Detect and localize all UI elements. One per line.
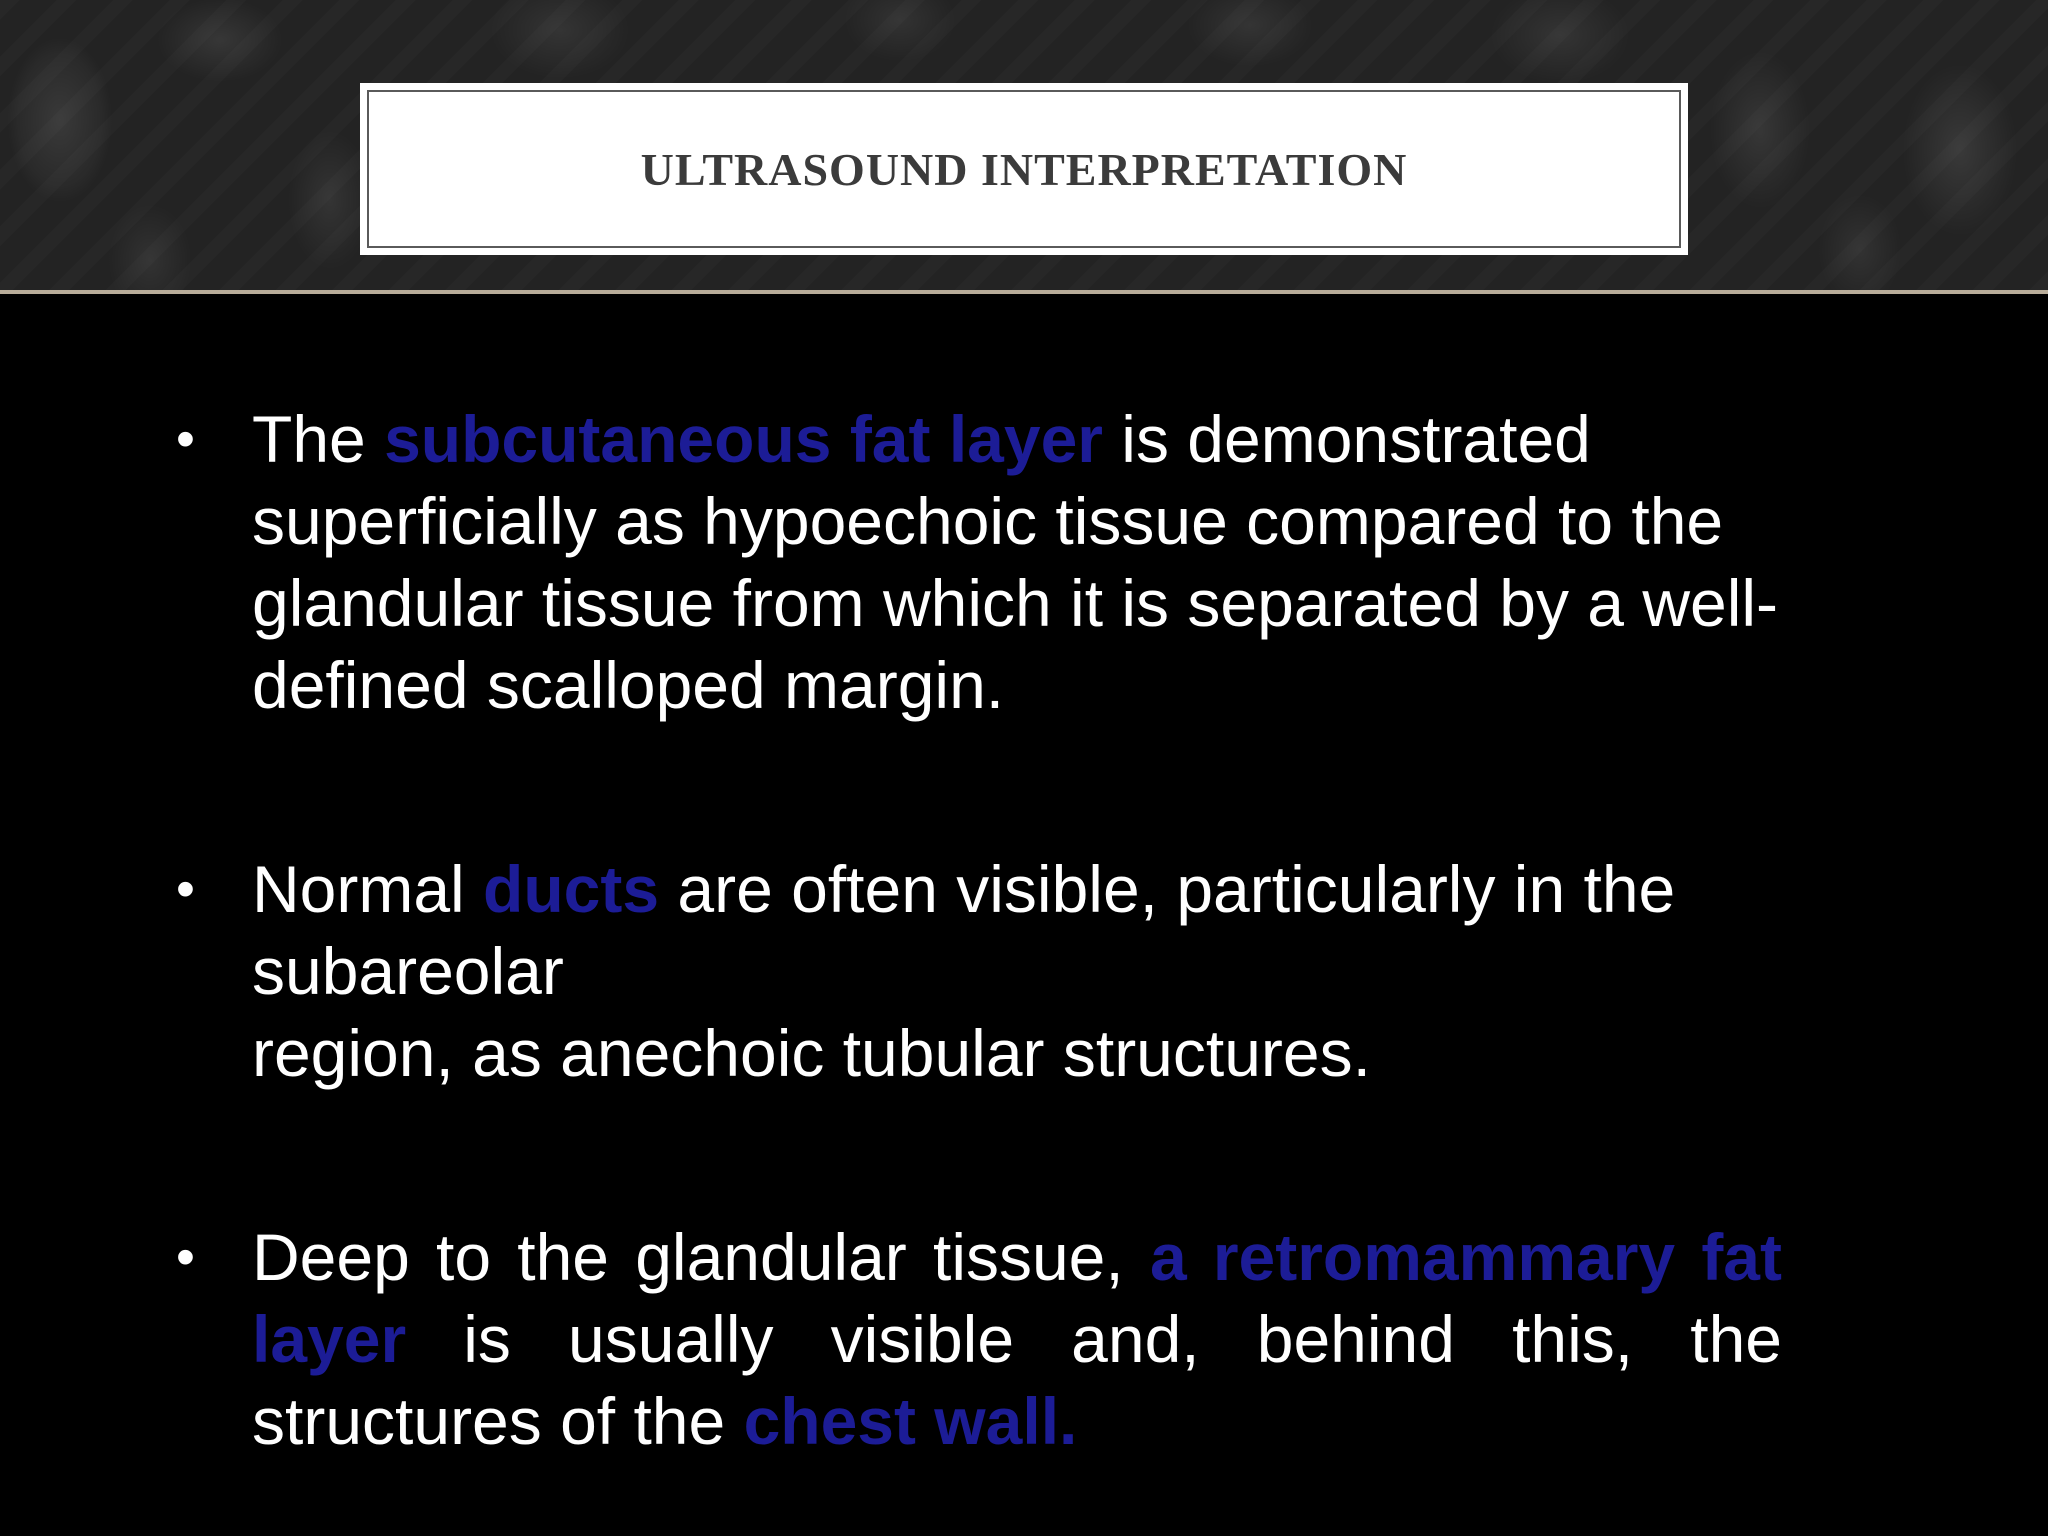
bullet-text: are often visible, particularly in the subareolar (252, 852, 1676, 1008)
slide-title: ULTRASOUND INTERPRETATION (640, 143, 1408, 195)
bullet-text: region, as anechoic tubular structures. (252, 1016, 1371, 1090)
highlight-term: subcutaneous fat layer (384, 402, 1103, 476)
highlight-term: chest wall. (743, 1384, 1078, 1458)
title-box (360, 83, 1688, 255)
bullet-list (170, 398, 1870, 1462)
bullet-text: is usually visible and, behind this, the structures of the (252, 1302, 1782, 1458)
bullet-text: is demonstrated superficially as hypoechoic tissue compared to the glandular tissue from which it is separated by a well-defined scalloped margin. (252, 402, 1779, 722)
bullet-marker: • (176, 1227, 195, 1287)
bullet-item-retromammary (170, 1216, 1782, 1462)
bullet-item-subcutaneous (170, 398, 1832, 726)
highlight-term: a retromammary fat layer (252, 1220, 1782, 1376)
bullet-item-ducts (170, 848, 1812, 1094)
bullet-marker: • (176, 859, 195, 919)
bullet-text: The (252, 402, 385, 476)
bullet-text: Normal (252, 852, 484, 926)
highlight-term: ducts (483, 852, 660, 926)
bullet-text: Deep to the glandular tissue, (252, 1220, 1150, 1294)
bullet-marker: • (176, 409, 195, 469)
